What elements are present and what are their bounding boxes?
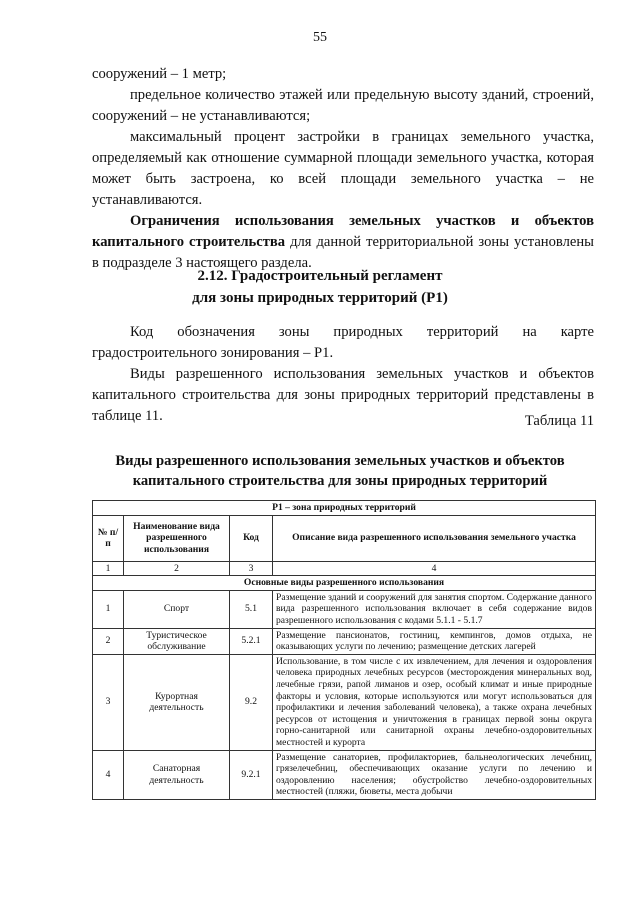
paragraph-2: предельное количество этажей или предельную высоту зданий, строений, сооружений – не устанавливаются; [92, 87, 594, 124]
paragraph-3: максимальный процент застройки в границах земельного участка, определяемый как отношение суммарной площади земельного участка, которая может быть застроена, ко всей площади земельного участка – не устанавливаются. [92, 129, 594, 208]
table-row [93, 654, 596, 750]
column-number-4: 4 [273, 561, 596, 576]
table-caption: Таблица 11 [524, 413, 594, 429]
section-title-line-1: 2.12. Градостроительный регламент [197, 268, 443, 284]
column-number-row [93, 561, 596, 576]
page-number: 55 [313, 30, 327, 45]
column-number-3: 3 [230, 561, 273, 576]
table-row [93, 590, 596, 628]
row-code: 9.2.1 [230, 750, 273, 799]
table-row [93, 628, 596, 654]
row-num: 2 [93, 628, 124, 654]
section-title-line-2: для зоны природных территорий (Р1) [192, 290, 448, 306]
row-num: 1 [93, 590, 124, 628]
body-text-section [92, 322, 594, 427]
table-title [60, 451, 620, 491]
paragraph-6: Виды разрешенного использования земельных участков и объектов капитального строительства для зоны природных территорий представлены в таблице 11. [92, 366, 594, 424]
section-title [0, 265, 640, 309]
row-name: Спорт [124, 590, 230, 628]
paragraph-4-rest: для данной территориальной зоны установлены в подразделе 3 настоящего раздела. [92, 234, 594, 271]
zone-header: Р1 – зона природных территорий [93, 501, 596, 516]
row-description: Размещение санаториев, профилакториев, бальнеологических лечебниц, грязелечебниц, обеспечивающих оказание услуги по лечению и оздоровлению населения; обустройство лечебно-оздоровительных местностей (пляжи, бюветы, места добычи [273, 750, 596, 799]
column-header-name: Наименование вида разрешенного использования [124, 515, 230, 561]
row-code: 5.1 [230, 590, 273, 628]
row-code: 5.2.1 [230, 628, 273, 654]
row-description: Размещение пансионатов, гостиниц, кемпингов, домов отдыха, не оказывающих услуги по лечению; размещение детских лагерей [273, 628, 596, 654]
group-header: Основные виды разрешенного использования [93, 576, 596, 591]
row-name: Санаторная деятельность [124, 750, 230, 799]
paragraph-1: сооружений – 1 метр; [92, 66, 227, 82]
table-row [93, 750, 596, 799]
row-description: Использование, в том числе с их извлечением, для лечения и оздоровления человека природных лечебных ресурсов (месторождения минеральных вод, лечебные грязи, рапой лиманов и озер, особый климат и иные природные факторы и условия, которые используются или могут использоваться для профилактики и лечения заболеваний человека), а также охрана лечебных ресурсов от истощения и уничтожения в границах первой зоны округа горно-санитарной или санитарной охраны лечебно-оздоровительных местностей и курорта [273, 654, 596, 750]
land-use-table [92, 500, 596, 800]
column-header-code: Код [230, 515, 273, 561]
paragraph-5: Код обозначения зоны природных территорий на карте градостроительного зонирования – Р1. [92, 324, 594, 361]
column-header-description: Описание вида разрешенного использования земельного участка [273, 515, 596, 561]
group-header-row [93, 576, 596, 591]
row-name: Курортная деятельность [124, 654, 230, 750]
zone-header-row [93, 501, 596, 516]
row-code: 9.2 [230, 654, 273, 750]
column-header-num: № п/п [93, 515, 124, 561]
table-title-line-1: Виды разрешенного использования земельных участков и объектов [115, 453, 565, 469]
row-name: Туристическое обслуживание [124, 628, 230, 654]
paragraph-4-bold: Ограничения использования земельных участков и объектов капитального строительства [92, 213, 594, 250]
column-number-2: 2 [124, 561, 230, 576]
table-title-line-2: капитального строительства для зоны природных территорий [132, 473, 548, 489]
column-number-1: 1 [93, 561, 124, 576]
column-header-row [93, 515, 596, 561]
body-text-top [92, 64, 594, 274]
row-description: Размещение зданий и сооружений для занятия спортом. Содержание данного вида разрешенного использования включает в себя содержание видов разрешенного использования с кодами 5.1.1 - 5.1.7 [273, 590, 596, 628]
row-num: 3 [93, 654, 124, 750]
row-num: 4 [93, 750, 124, 799]
